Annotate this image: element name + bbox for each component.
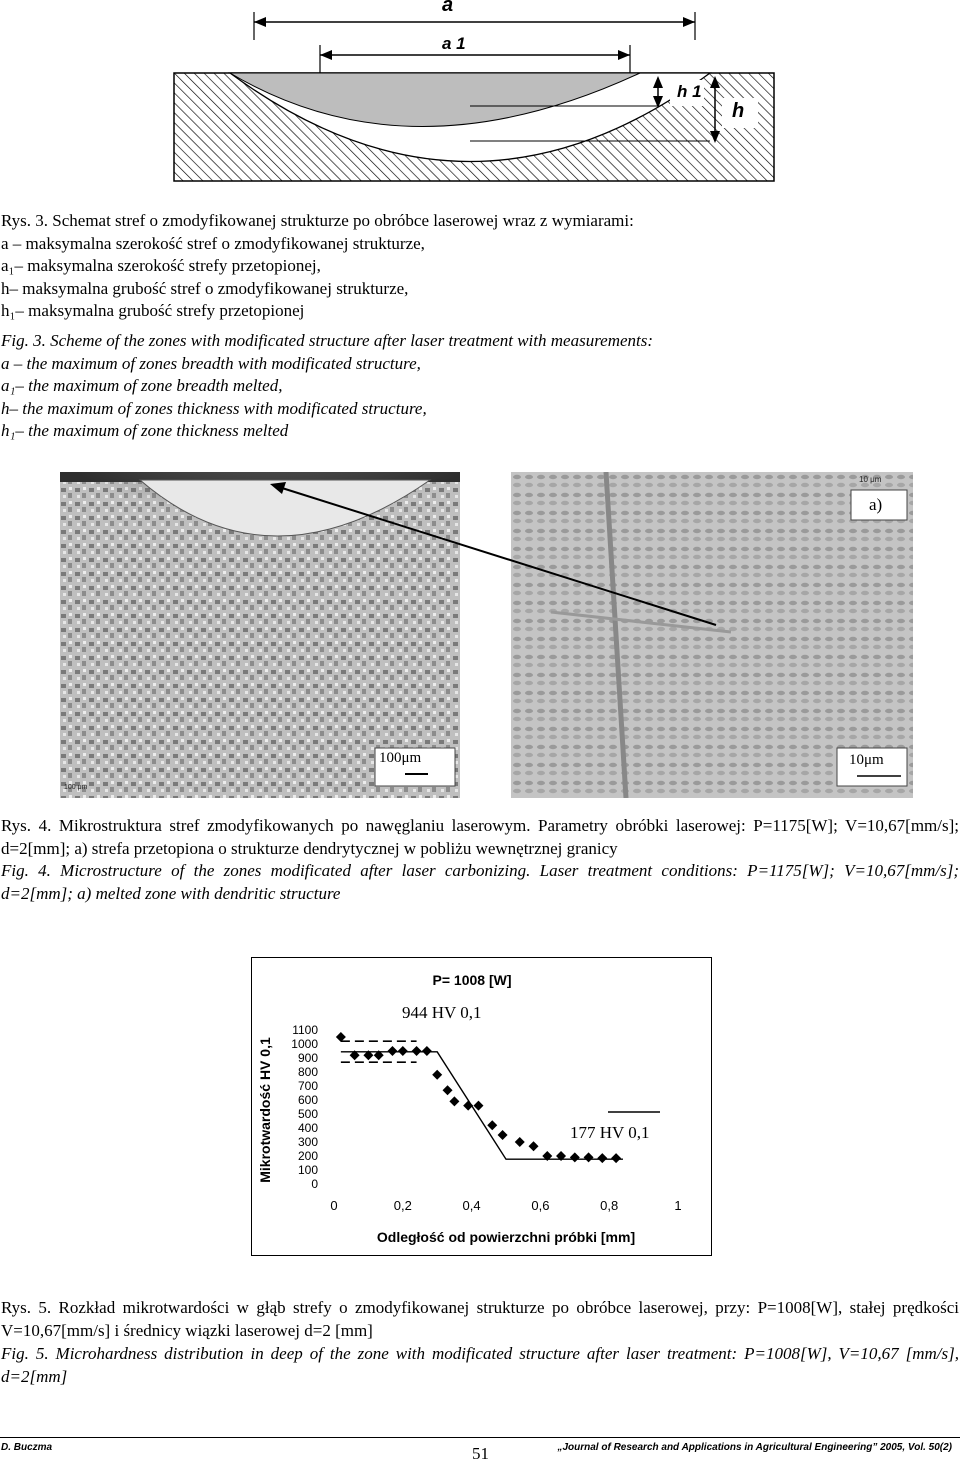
y-tick-label: 200 xyxy=(297,1149,318,1163)
data-point xyxy=(570,1152,580,1162)
x-axis-label: Odległość od powierzchni próbki [mm] xyxy=(376,1229,636,1245)
data-point xyxy=(387,1046,397,1056)
caption-line: Fig. 3. Scheme of the zones with modificated structure after laser treatment with measurements: xyxy=(1,331,654,350)
label-h1: h 1 xyxy=(677,82,702,101)
tiny-scale-left: 100 μm xyxy=(64,784,88,791)
data-point xyxy=(529,1141,539,1151)
data-point xyxy=(584,1152,594,1162)
panel-label-a: a) xyxy=(869,495,883,514)
label-a: a xyxy=(442,0,454,16)
fig4-caption-en: Fig. 4. Microstructure of the zones modificated after laser carbonizing. Laser treatment conditions: P=1175[W]; V=10,67[mm/s]; d=2[mm]; a) melted zone with dendritic structure xyxy=(1,861,959,903)
y-tick-label: 700 xyxy=(297,1079,318,1093)
caption-line: a – maksymalna szerokość stref o zmodyfikowanej strukturze, xyxy=(1,233,425,253)
data-point xyxy=(412,1046,422,1056)
caption-line: Rys. 3. Schemat stref o zmodyfikowanej strukturze po obróbce laserowej wraz z wymiarami: xyxy=(1,211,634,230)
data-point xyxy=(473,1101,483,1111)
chart-title: P= 1008 [W] xyxy=(432,972,512,988)
x-tick-label: 0,8 xyxy=(600,1198,619,1213)
y-tick-label: 1000 xyxy=(291,1037,318,1051)
label-h: h xyxy=(732,100,745,122)
data-point xyxy=(398,1046,408,1056)
y-tick-label: 400 xyxy=(297,1121,318,1135)
fig4-caption-pl: Rys. 4. Mikrostruktura stref zmodyfikowanych po nawęglaniu laserowym. Parametry obróbki laserowej: P=1175[W]; V=10,67[mm/s]; d=2[mm]; a) strefa przetopiona o strukturze dendrytycznej w pobliżu wewnętrznej granicy xyxy=(1,816,959,858)
footer-rule xyxy=(0,1437,960,1438)
data-point xyxy=(597,1153,607,1163)
data-point xyxy=(422,1046,432,1056)
data-point xyxy=(487,1120,497,1130)
data-point xyxy=(449,1096,459,1106)
y-tick-label: 600 xyxy=(297,1093,318,1107)
caption-line: h– maksymalna grubość stref o zmodyfikowanej strukturze, xyxy=(1,278,409,298)
hardness-chart xyxy=(252,958,711,1255)
fig5-caption-en: Fig. 5. Microhardness distribution in deep of the zone with modificated structure after laser treatment: P=1008[W], V=10,67 [mm/s], d=2[mm] xyxy=(1,1344,959,1386)
fig5-chart-frame xyxy=(251,957,712,1256)
scale-label-left: 100μm xyxy=(379,750,422,766)
x-tick-label: 0,4 xyxy=(462,1198,481,1213)
footer-journal: „Journal of Research and Applications in Agricultural Engineering” 2005, Vol. 50(2) xyxy=(557,1442,952,1453)
x-tick-label: 0,6 xyxy=(531,1198,550,1213)
x-tick-label: 0,2 xyxy=(393,1198,412,1213)
y-tick-label: 100 xyxy=(297,1163,318,1177)
y-tick-label: 1100 xyxy=(292,1023,318,1037)
y-tick-label: 0 xyxy=(311,1177,318,1191)
caption-line: h– the maximum of zones thickness with modificated structure, xyxy=(1,398,427,418)
tiny-scale-right: 10 μm xyxy=(859,475,882,484)
fig5-caption-pl: Rys. 5. Rozkład mikrotwardości w głąb strefy o zmodyfikowanej strukturze po obróbce laserowej, przy: P=1008[W], stałej prędkości V=10,67[mm/s] i średnicy wiązki laserowej d=2 [mm] xyxy=(1,1298,959,1340)
y-tick-label: 500 xyxy=(297,1107,318,1121)
caption-line: a₁– maksymalna szerokość strefy przetopionej, xyxy=(1,256,321,275)
annotation-surface-hardness: 944 HV 0,1 xyxy=(402,1003,482,1022)
label-a1: a 1 xyxy=(442,34,466,53)
y-tick-label: 800 xyxy=(297,1065,318,1079)
data-point xyxy=(443,1085,453,1095)
data-point xyxy=(611,1153,621,1163)
caption-line: h₁– the maximum of zone thickness melted xyxy=(1,421,289,440)
data-point xyxy=(498,1130,508,1140)
footer-author: D. Buczma xyxy=(1,1442,53,1453)
data-point xyxy=(432,1070,442,1080)
scale-label-right: 10μm xyxy=(849,752,884,768)
y-tick-label: 300 xyxy=(297,1135,318,1149)
caption-line: a₁– the maximum of zone breadth melted, xyxy=(1,376,283,395)
annotation-core-hardness: 177 HV 0,1 xyxy=(570,1123,650,1142)
x-tick-label: 0 xyxy=(330,1198,338,1213)
caption-line: h₁– maksymalna grubość strefy przetopionej xyxy=(1,301,305,320)
x-tick-label: 1 xyxy=(674,1198,682,1213)
y-axis-label: Mikrotwardość HV 0,1 xyxy=(257,1037,273,1183)
caption-line: a – the maximum of zones breadth with modificated structure, xyxy=(1,353,421,373)
y-tick-label: 900 xyxy=(297,1051,318,1065)
data-point xyxy=(515,1137,525,1147)
data-point xyxy=(463,1101,473,1111)
page-number: 51 xyxy=(472,1444,489,1463)
